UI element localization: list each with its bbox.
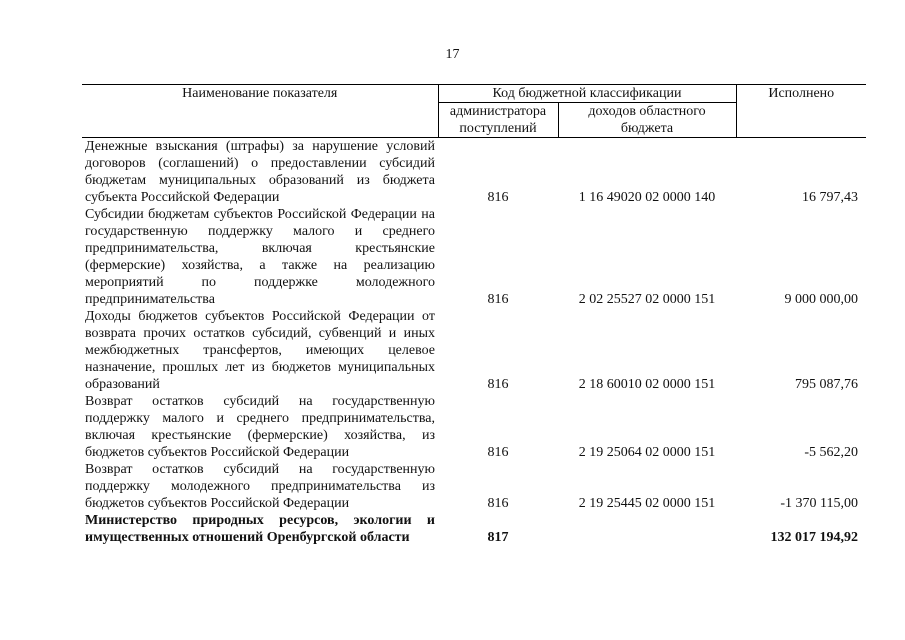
table-row: [82, 461, 866, 512]
row-name: Возврат остатков субсидий на государственную поддержку молодежного предпринимательства из бюджетов субъектов Российской Федерации: [85, 462, 435, 511]
row-admin-code: 817: [487, 530, 509, 545]
page-number: 17: [445, 47, 460, 62]
row-income-code: [558, 512, 736, 546]
row-admin-code: 816: [487, 190, 509, 205]
row-admin-code: 816: [487, 445, 509, 460]
header-name: Наименование показателя: [82, 85, 438, 138]
header-executed: Исполнено: [736, 85, 866, 138]
row-name: Возврат остатков субсидий на государственную поддержку малого и среднего предпринимательства, включая крестьянские (фермерские) хозяйства, из бюджетов субъектов Российской Федерации: [85, 394, 435, 460]
row-amount: -1 370 115,00: [780, 496, 858, 511]
row-income-code: 2 18 60010 02 0000 151: [578, 377, 716, 392]
row-name: Доходы бюджетов субъектов Российской Федерации от возврата прочих остатков субсидий, субвенций и иных межбюджетных трансфертов, имеющих целевое назначение, прошлых лет из бюджетов муниципальных образований: [85, 309, 435, 392]
row-amount: 132 017 194,92: [770, 530, 858, 545]
row-amount: 16 797,43: [802, 190, 858, 205]
table-row: [82, 308, 866, 393]
row-admin-code: 816: [487, 292, 509, 307]
header-income: доходов областного бюджета: [558, 103, 736, 138]
row-income-code: 2 19 25445 02 0000 151: [578, 496, 716, 511]
table-row-ministry: [82, 512, 866, 546]
header-code-group: Код бюджетной классификации: [438, 85, 736, 103]
budget-table: [82, 84, 866, 546]
row-name: Денежные взыскания (штрафы) за нарушение условий договоров (соглашений) о предоставлении субсидий бюджетам муниципальных образований из бюджета субъекта Российской Федерации: [85, 139, 435, 205]
table-row: [82, 206, 866, 308]
row-income-code: 2 19 25064 02 0000 151: [578, 445, 716, 460]
row-income-code: 2 02 25527 02 0000 151: [578, 292, 716, 307]
row-name: Министерство природных ресурсов, экологии и имущественных отношений Оренбургской области: [85, 513, 435, 545]
row-amount: 795 087,76: [795, 377, 858, 392]
row-amount: 9 000 000,00: [784, 292, 858, 307]
row-admin-code: 816: [487, 496, 509, 511]
table-row: [82, 393, 866, 461]
table-row: [82, 138, 866, 207]
row-income-code: 1 16 49020 02 0000 140: [578, 190, 716, 205]
row-name: Субсидии бюджетам субъектов Российской Федерации на государственную поддержку малого и среднего предпринимательства, включая крестьянские (фермерские) хозяйства, а также на реализацию мероприятий по поддержке молодежного предпринимательства: [85, 207, 435, 307]
row-amount: -5 562,20: [804, 445, 858, 460]
header-admin: администратора поступлений: [438, 103, 558, 138]
row-admin-code: 816: [487, 377, 509, 392]
